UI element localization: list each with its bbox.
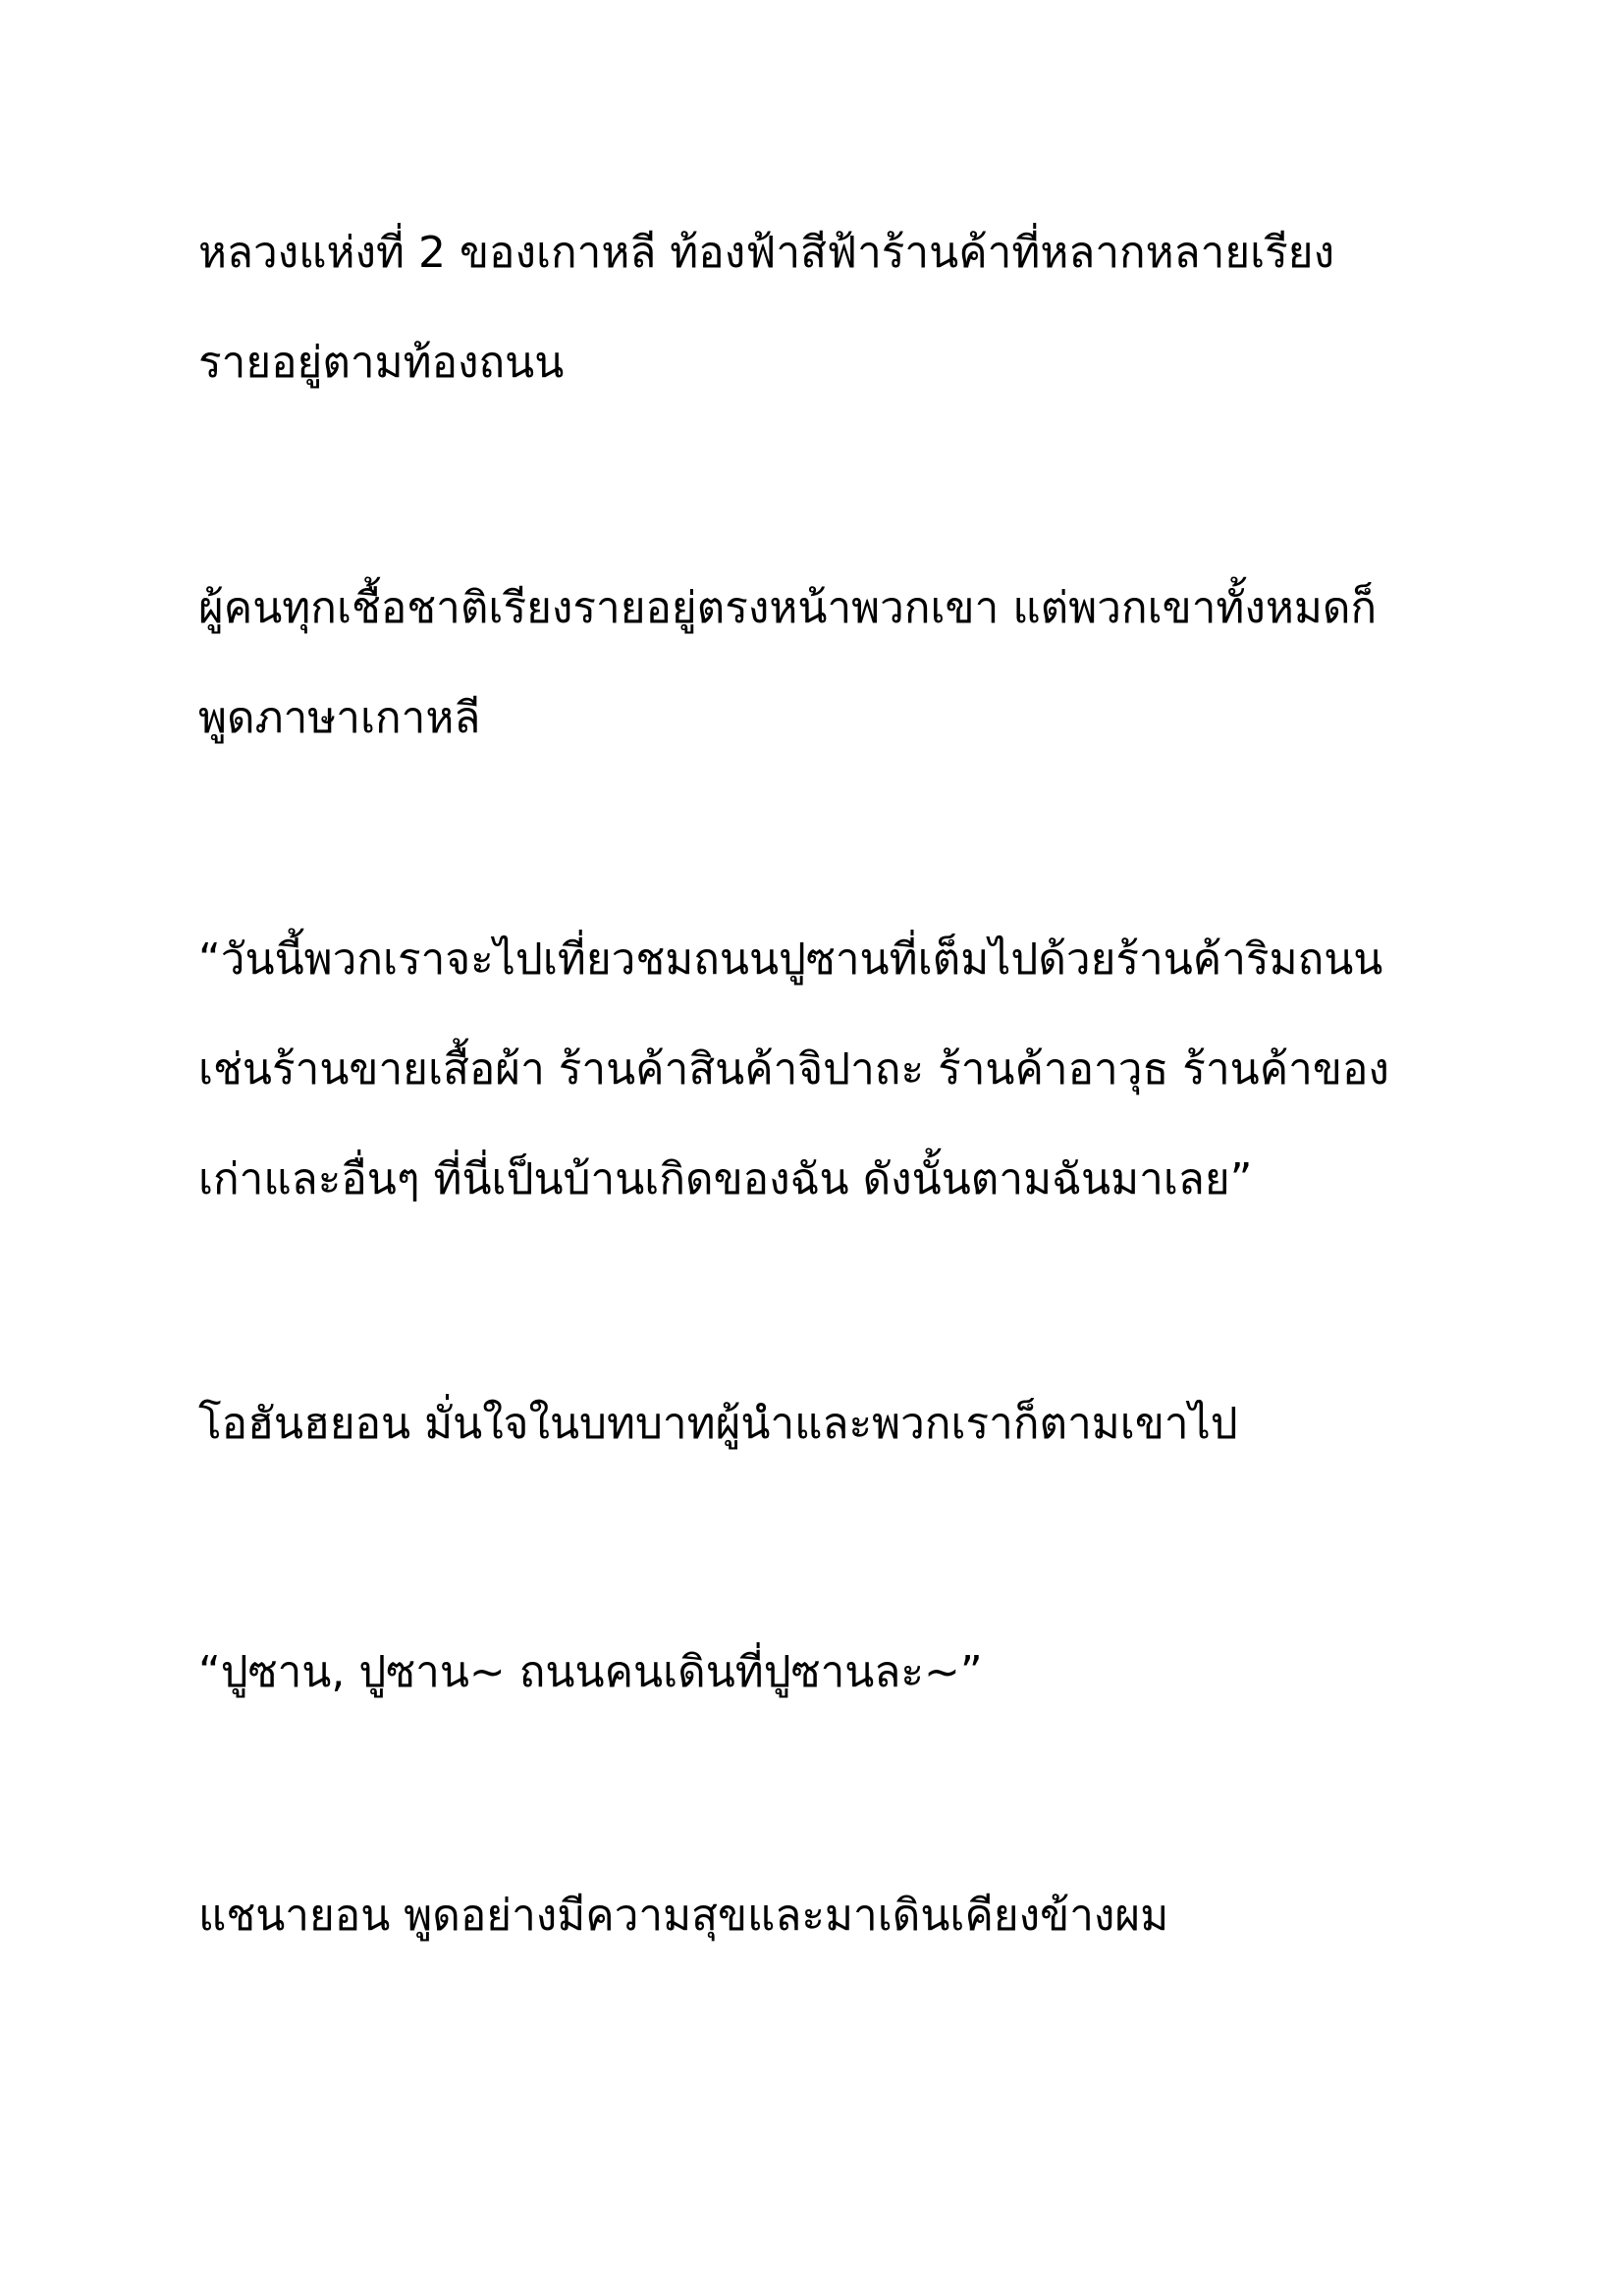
text-line-4: พูดภาษาเกาหลี [198,693,481,743]
text-line-5: “วันนี้พวกเราจะไปเที่ยวชมถนนปูซานที่เต็มไปด้วยร้านค้าริมถนน [198,934,1383,985]
text-line-8: โอฮันฮยอน มั่นใจในบทบาทผู้นำและพวกเราก็ตามเขาไป [198,1399,1238,1449]
text-line-1: หลวงแห่งที่ 2 ของเกาหลี ท้องฟ้าสีฟ้าร้านค้าที่หลากหลายเรียง [198,228,1335,278]
text-line-6: เช่นร้านขายเสื้อผ้า ร้านค้าสินค้าจิปาถะ ร้านค้าอาวุธ ร้านค้าของ [198,1044,1389,1095]
text-line-10: แชนายอน พูดอย่างมีความสุขและมาเดินเคียงข้างผม [198,1891,1169,1941]
text-line-9: “ปูซาน, ปูซาน~ ถนนคนเดินที่ปูซานละ~” [198,1647,983,1697]
text-line-7: เก่าและอื่นๆ ที่นี่เป็นบ้านเกิดของฉัน ดังนั้นตามฉันมาเลย” [198,1154,1253,1204]
text-line-3: ผู้คนทุกเชื้อชาติเรียงรายอยู่ตรงหน้าพวกเขา แต่พวกเขาทั้งหมดก็ [198,583,1378,633]
text-line-2: รายอยู่ตามท้องถนน [198,338,565,388]
